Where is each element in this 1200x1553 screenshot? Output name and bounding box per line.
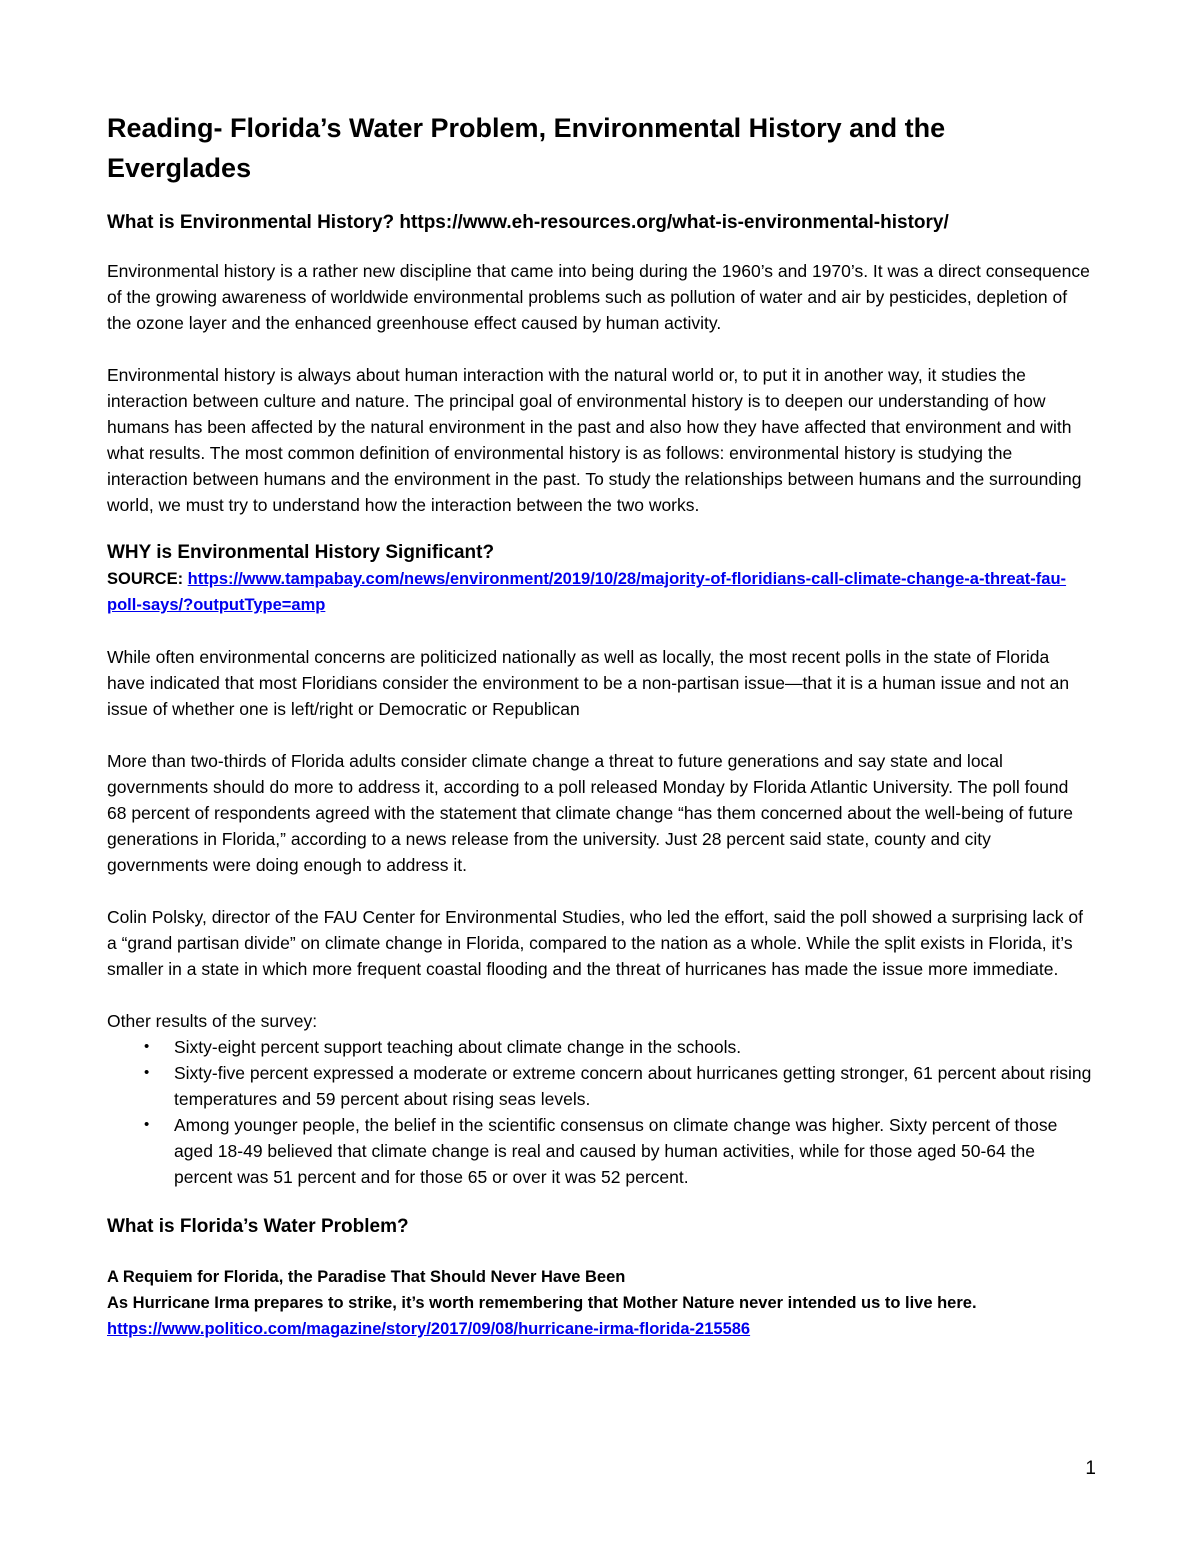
article-subtitle: As Hurricane Irma prepares to strike, it’s worth remembering that Mother Nature never intended us to live here. bbox=[107, 1294, 977, 1312]
paragraph: Environmental history is always about human interaction with the natural world or, to put it in another way, it studies the interaction between culture and nature. The principal goal of environmental history is to deepen our understanding of how humans has been affected by the natural environment in the past and also how they have affected that environment and with what results. The most common definition of environmental history is as follows: environmental history is studying the interaction between humans and the environment in the past. To study the relationships between humans and the surrounding world, we must try to understand how the interaction between the two works. bbox=[107, 365, 1082, 515]
source-line bbox=[107, 566, 1092, 618]
page-number: 1 bbox=[1085, 1458, 1096, 1479]
bullet-icon: • bbox=[144, 1038, 150, 1055]
section-heading-water-problem: What is Florida’s Water Problem? bbox=[107, 1216, 409, 1237]
list-item: • Sixty-five percent expressed a moderate or extreme concern about hurricanes getting stronger, 61 percent about rising temperatures and 59 percent about rising seas levels. bbox=[174, 1060, 1092, 1112]
article-link-line bbox=[107, 1316, 1092, 1342]
paragraph: Environmental history is a rather new discipline that came into being during the 1960’s and 1970’s. It was a direct consequence of the growing awareness of worldwide environmental problems such as pollution of water and air by pesticides, depletion of the ozone layer and the enhanced greenhouse effect caused by human activity. bbox=[107, 261, 1090, 333]
document-page bbox=[107, 108, 1092, 1342]
source-link[interactable]: https://www.tampabay.com/news/environment/2019/10/28/majority-of-floridians-call-climate-change-a-threat-fau-poll-says/?outputType=amp bbox=[107, 570, 1067, 614]
results-intro: Other results of the survey: bbox=[107, 1011, 318, 1031]
article-title: A Requiem for Florida, the Paradise That Should Never Have Been bbox=[107, 1268, 626, 1286]
section-heading-environmental-history: What is Environmental History? https://www.eh-resources.org/what-is-environmental-history/ bbox=[107, 212, 949, 233]
article-link[interactable]: https://www.politico.com/magazine/story/2017/09/08/hurricane-irma-florida-215586 bbox=[107, 1320, 751, 1338]
list-item: • Sixty-eight percent support teaching about climate change in the schools. bbox=[174, 1034, 1092, 1060]
survey-results-list bbox=[107, 1034, 1092, 1190]
document-title: Reading- Florida’s Water Problem, Environmental History and the Everglades bbox=[107, 113, 946, 183]
section-heading-why-significant: WHY is Environmental History Significant? bbox=[107, 542, 495, 563]
paragraph: Colin Polsky, director of the FAU Center for Environmental Studies, who led the effort, said the poll showed a surprising lack of a “grand partisan divide” on climate change in Florida, compared to the nation as a whole. While the split exists in Florida, it’s smaller in a state in which more frequent coastal flooding and the threat of hurricanes has made the issue more immediate. bbox=[107, 907, 1083, 979]
paragraph: While often environmental concerns are politicized nationally as well as locally, the most recent polls in the state of Florida have indicated that most Floridians consider the environment to be a non-partisan issue—that it is a human issue and not an issue of whether one is left/right or Democratic or Republican bbox=[107, 647, 1070, 719]
source-label: SOURCE: bbox=[107, 570, 188, 588]
list-item: • Among younger people, the belief in the scientific consensus on climate change was higher. Sixty percent of those aged 18-49 believed that climate change is real and caused by human activities, while for those aged 50-64 the percent was 51 percent and for those 65 or over it was 52 percent. bbox=[174, 1112, 1092, 1190]
bullet-icon: • bbox=[144, 1116, 150, 1133]
paragraph: More than two-thirds of Florida adults consider climate change a threat to future generations and say state and local governments should do more to address it, according to a poll released Monday by Florida Atlantic University. The poll found 68 percent of respondents agreed with the statement that climate change “has them concerned about the well-being of future generations in Florida,” according to a news release from the university. Just 28 percent said state, county and city governments were doing enough to address it. bbox=[107, 751, 1074, 875]
bullet-icon: • bbox=[144, 1064, 150, 1081]
